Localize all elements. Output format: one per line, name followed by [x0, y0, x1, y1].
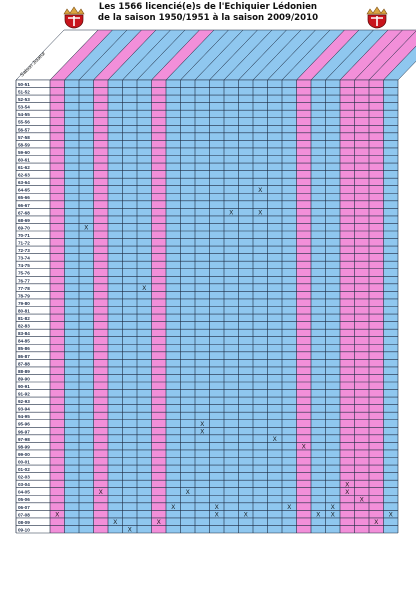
- row-label: 91-92: [18, 391, 30, 397]
- row-label: 02-03: [18, 474, 30, 480]
- row-label: 70-71: [18, 232, 30, 238]
- row-label: 57-58: [18, 134, 30, 140]
- row-label: 04-05: [18, 489, 30, 495]
- row-label: 74-75: [18, 263, 30, 269]
- row-label: 78-79: [18, 293, 30, 299]
- row-label: 00-01: [18, 459, 30, 465]
- row-label: 86-87: [18, 353, 30, 359]
- title-line-2: de la saison 1950/1951 à la saison 2009/2010: [97, 12, 319, 23]
- row-label: 68-69: [18, 217, 30, 223]
- row-label: 63-64: [18, 180, 30, 186]
- row-label: 96-97: [18, 429, 30, 435]
- row-label: 95-96: [18, 421, 30, 427]
- corner-label: Saison Joueur: [19, 50, 47, 79]
- row-label: 77-78: [18, 285, 30, 291]
- cell-mark: X: [55, 512, 60, 519]
- row-label: 80-81: [18, 308, 30, 314]
- row-label: 53-54: [18, 104, 30, 110]
- row-label: 97-98: [18, 436, 30, 442]
- row-label: 50-51: [18, 81, 30, 87]
- cell-mark: X: [214, 512, 219, 519]
- row-label: 07-08: [18, 512, 30, 518]
- row-label: 08-09: [18, 519, 30, 525]
- cell-mark: X: [127, 527, 132, 534]
- cell-mark: X: [185, 489, 190, 496]
- row-label: 98-99: [18, 444, 30, 450]
- row-label: 82-83: [18, 323, 30, 329]
- cell-mark: X: [301, 444, 306, 451]
- row-label: 69-70: [18, 225, 30, 231]
- row-label: 85-86: [18, 346, 30, 352]
- row-label: 58-59: [18, 142, 30, 148]
- row-label: 93-94: [18, 406, 30, 412]
- cell-mark: X: [243, 512, 248, 519]
- cell-mark: X: [272, 437, 277, 443]
- row-label: 60-61: [18, 157, 30, 163]
- cell-mark: X: [142, 286, 147, 292]
- cell-mark: X: [229, 210, 234, 217]
- cell-mark: X: [156, 520, 161, 527]
- cell-mark: X: [258, 187, 263, 194]
- row-label: 05-06: [18, 497, 30, 503]
- title-line-1: Les 1566 licencié(e)s de l'Echiquier Lédonien: [98, 2, 318, 12]
- row-label: 52-53: [18, 97, 30, 103]
- cell-mark: X: [374, 520, 379, 527]
- row-label: 81-82: [18, 316, 30, 321]
- row-label: 75-76: [18, 270, 30, 276]
- row-label: 79-80: [18, 300, 30, 306]
- cell-mark: X: [388, 512, 393, 519]
- row-label: 76-77: [18, 278, 30, 284]
- row-label: 88-89: [18, 368, 30, 374]
- row-label: 67-68: [18, 210, 30, 216]
- row-label: 51-52: [18, 89, 30, 95]
- cell-mark: X: [345, 482, 350, 489]
- row-label: 09-10: [18, 527, 30, 533]
- cell-mark: X: [330, 512, 335, 519]
- cell-mark: X: [287, 504, 292, 511]
- row-label: 90-91: [18, 383, 30, 389]
- cell-mark: X: [200, 421, 205, 428]
- row-label: 59-60: [18, 149, 30, 155]
- row-label: 87-88: [18, 361, 30, 367]
- row-label: 89-90: [18, 376, 30, 382]
- row-label: 61-62: [18, 165, 30, 170]
- row-label: 83-84: [18, 331, 30, 337]
- cell-mark: X: [214, 504, 219, 511]
- cell-mark: X: [113, 520, 118, 527]
- row-label: 62-63: [18, 172, 30, 178]
- cell-mark: X: [330, 504, 335, 511]
- row-label: 54-55: [18, 112, 30, 118]
- row-label: 03-04: [18, 482, 30, 488]
- row-label: 73-74: [18, 255, 30, 261]
- cell-mark: X: [200, 429, 205, 436]
- row-label: 84-85: [18, 338, 30, 344]
- row-label: 94-95: [18, 414, 30, 420]
- cell-mark: X: [98, 489, 103, 496]
- cell-mark: X: [359, 497, 364, 504]
- row-label: 56-57: [18, 127, 30, 133]
- cell-mark: X: [171, 504, 176, 511]
- cell-mark: X: [258, 210, 263, 217]
- row-label: 06-07: [18, 504, 30, 510]
- row-label: 65-66: [18, 195, 30, 201]
- row-label: 72-73: [18, 248, 30, 254]
- row-label: 55-56: [18, 119, 30, 125]
- row-label: 01-02: [18, 467, 30, 472]
- row-label: 92-93: [18, 399, 30, 405]
- cell-mark: X: [84, 225, 89, 232]
- row-label: 64-65: [18, 187, 30, 193]
- row-label: 71-72: [18, 240, 30, 246]
- row-label: 99-00: [18, 451, 30, 457]
- cell-mark: X: [345, 489, 350, 496]
- cell-mark: X: [316, 512, 321, 519]
- row-label: 66-67: [18, 202, 30, 208]
